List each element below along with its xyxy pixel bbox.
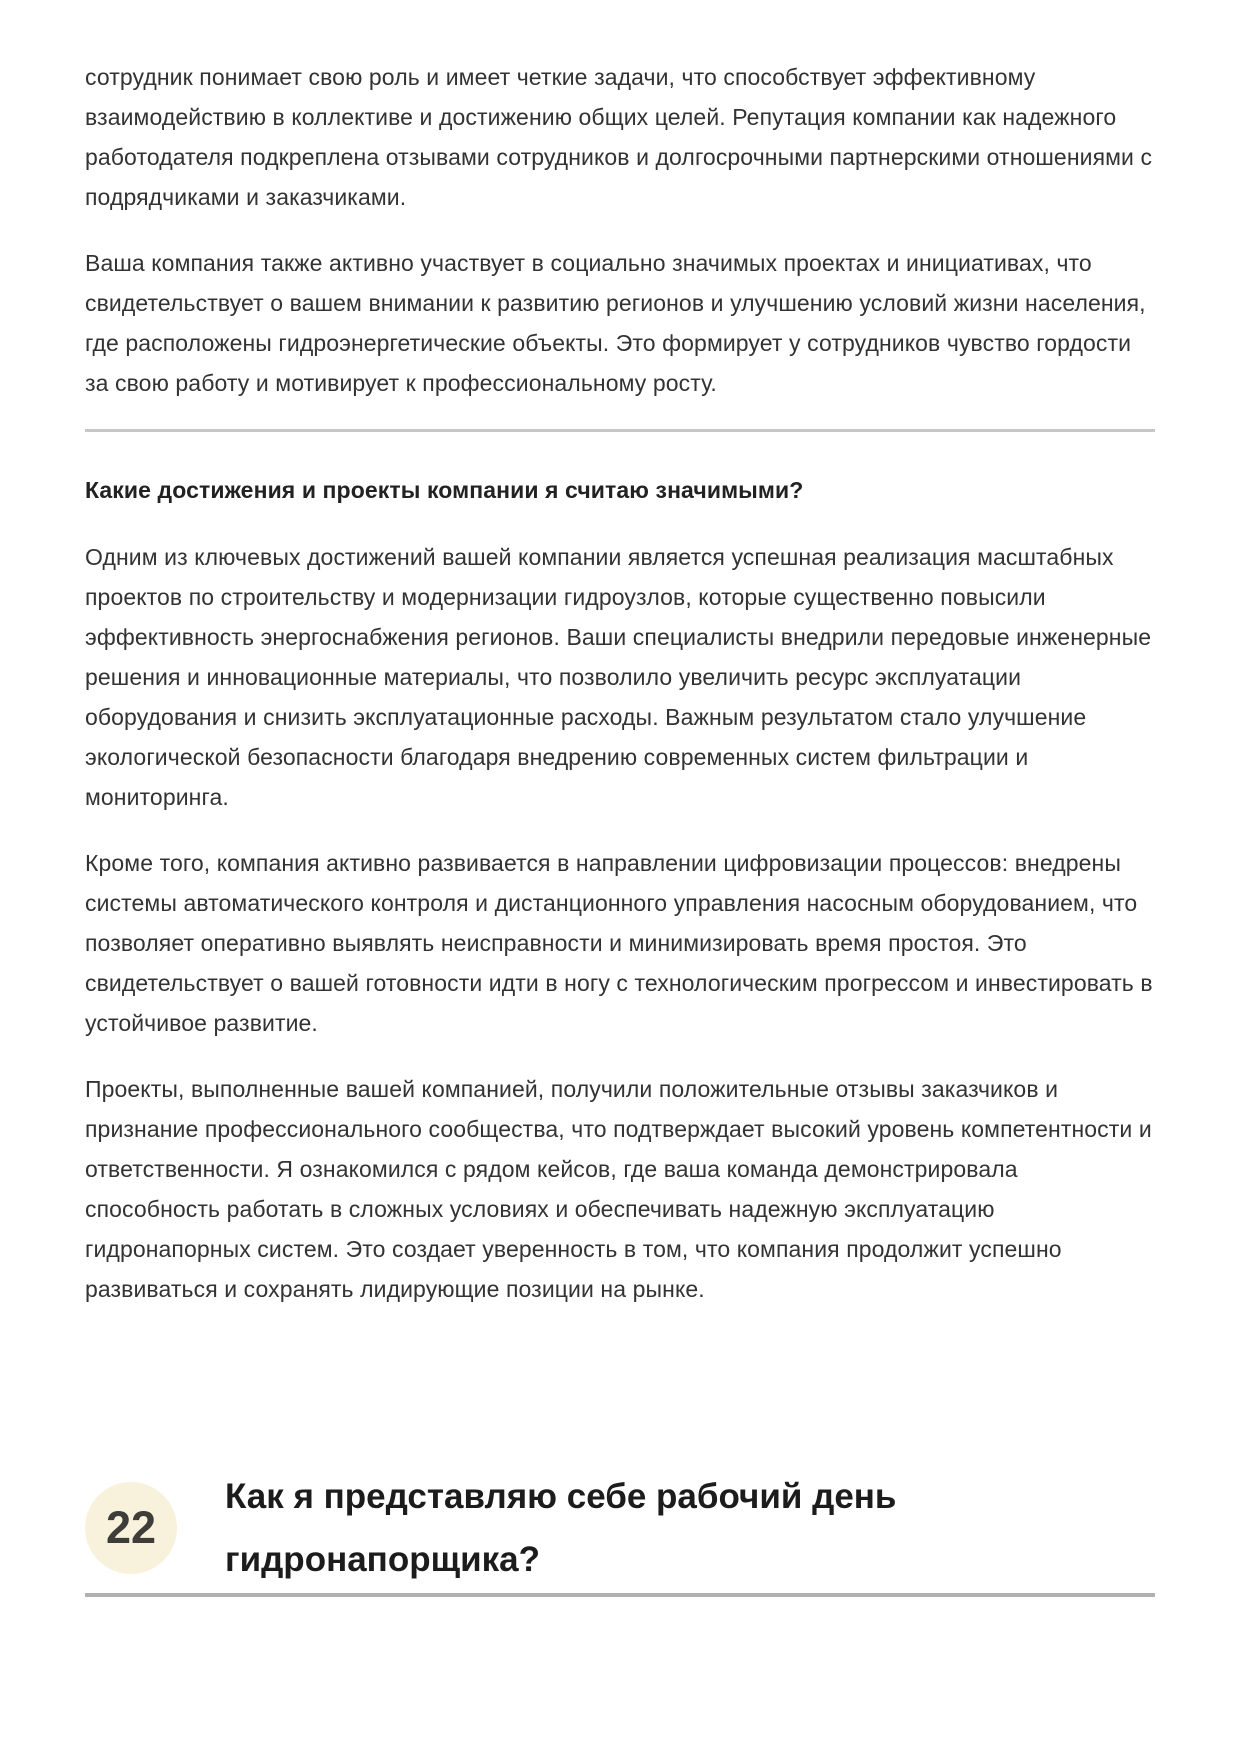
section-divider (85, 429, 1155, 432)
answer-content (85, 57, 1155, 1309)
question-title: Как я представляю себе рабочий день гидронапорщика? (225, 1477, 897, 1579)
paragraph: Ваша компания также активно участвует в социально значимых проектах и инициативах, что свидетельствует о вашем внимании к развитию регионов и улучшению условий жизни населения, где расположены гидроэнергетические объекты. Это формирует у сотрудников чувство гордости за свою работу и мотивирует к профессиональному росту. (85, 250, 1146, 396)
paragraph: Проекты, выполненные вашей компанией, получили положительные отзывы заказчиков и признание профессионального сообщества, что подтверждает высокий уровень компетентности и ответственности. Я ознакомился с рядом кейсов, где ваша команда демонстрировала способность работать в сложных условиях и обеспечивать надежную эксплуатацию гидронапорных систем. Это создает уверенность в том, что компания продолжит успешно развиваться и сохранять лидирующие позиции на рынке. (85, 1076, 1152, 1302)
paragraph: Одним из ключевых достижений вашей компании является успешная реализация масштабных проектов по строительству и модернизации гидроузлов, которые существенно повысили эффективность энергоснабжения регионов. Ваши специалисты внедрили передовые инженерные решения и инновационные материалы, что позволило увеличить ресурс эксплуатации оборудования и снизить эксплуатационные расходы. Важным результатом стало улучшение экологической безопасности благодаря внедрению современных систем фильтрации и мониторинга. (85, 544, 1152, 810)
subsection-heading: Какие достижения и проекты компании я считаю значимыми? (85, 477, 804, 503)
question-section (85, 1465, 1155, 1591)
bottom-divider (85, 1593, 1155, 1597)
question-number: 22 (105, 1502, 157, 1553)
question-number-badge (85, 1482, 177, 1574)
paragraph: сотрудник понимает свою роль и имеет четкие задачи, что способствует эффективному взаимодействию в коллективе и достижению общих целей. Репутация компании как надежного работодателя подкреплена отзывами сотрудников и долгосрочными партнерскими отношениями с подрядчиками и заказчиками. (85, 64, 1153, 210)
paragraph: Кроме того, компания активно развивается в направлении цифровизации процессов: внедрены системы автоматического контроля и дистанционного управления насосным оборудованием, что позволяет оперативно выявлять неисправности и минимизировать время простоя. Это свидетельствует о вашей готовности идти в ногу с технологическим прогрессом и инвестировать в устойчивое развитие. (85, 850, 1153, 1036)
